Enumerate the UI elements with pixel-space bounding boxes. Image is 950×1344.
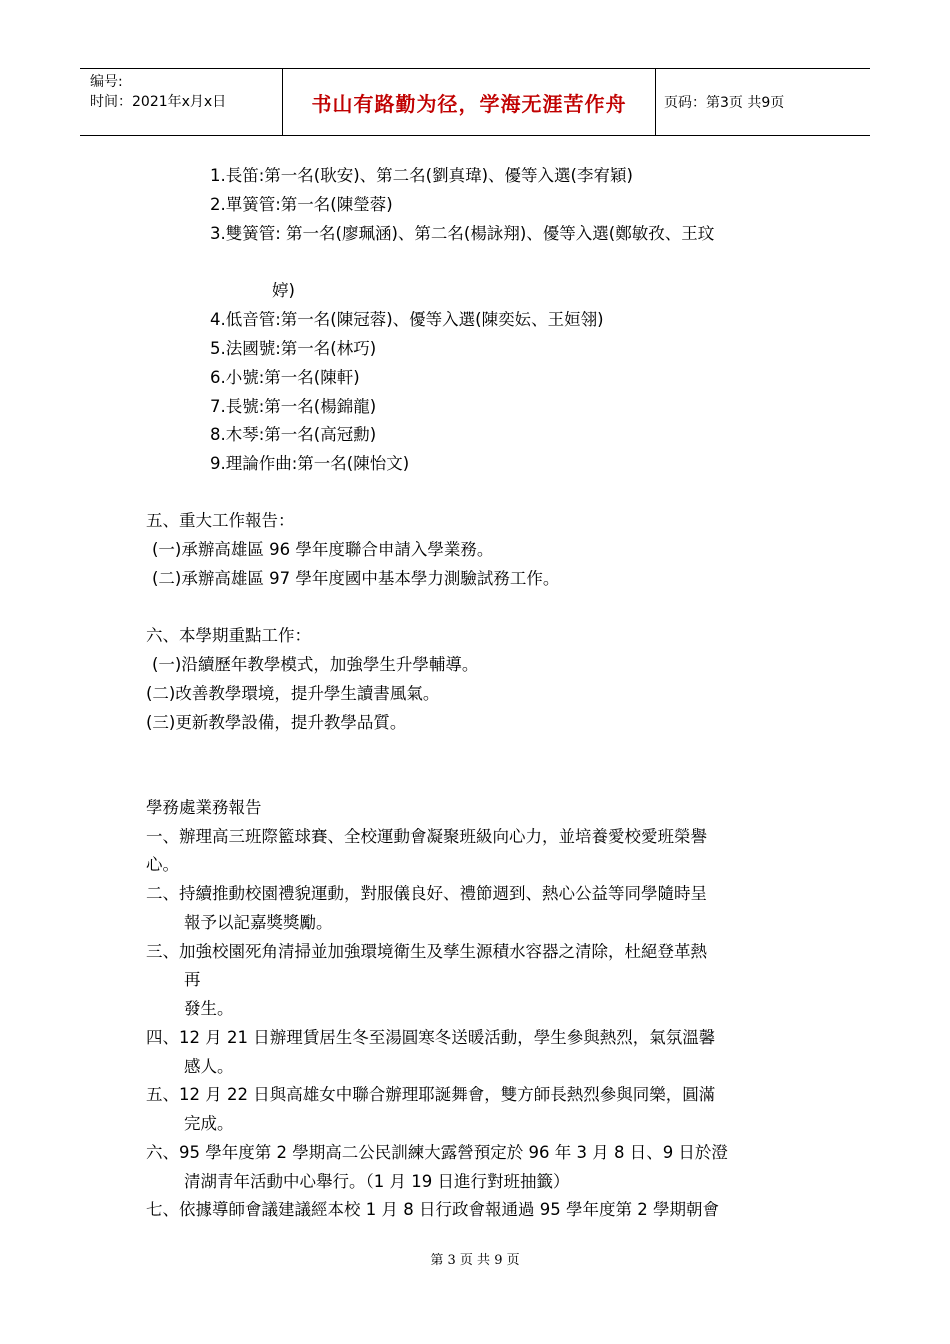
doc-number-label: 编号: [90,74,123,90]
award-line: 8.木琴:第一名(高冠勳) [210,425,377,444]
section-5-title: 五、重大工作報告： [146,511,295,530]
header-motto: 书山有路勤为径，学海无涯苦作舟 [282,69,656,135]
section-6-item: (一)沿續歷年教學模式，加強學生升學輔導。 [152,655,479,674]
report-line: 七、依據導師會議建議經本校 1 月 8 日行政會報通過 95 學年度第 2 學期朝會 [146,1200,719,1219]
award-line: 1.長笛:第一名(耿安)、第二名(劉真瑋)、優等入選(李宥穎) [210,166,633,185]
page-footer: 第 3 页 共 9 页 [430,1253,520,1268]
report-line: 五、12 月 22 日與高雄女中聯合辦理耶誕舞會，雙方師長熱烈參與同樂，圓滿 [146,1085,716,1104]
doc-time: 时间：2021年x月x日 [90,94,227,110]
award-line: 9.理論作曲:第一名(陳怡文) [210,454,410,473]
section-5-item: (二)承辦高雄區 97 學年度國中基本學力測驗試務工作。 [152,569,560,588]
report-line: 完成。 [184,1114,234,1133]
report-line: 報予以記嘉獎獎勵。 [184,913,333,932]
header-page-info: 页码：第3页 共9页 [664,95,785,111]
award-line: 2.單簧管:第一名(陳瑩蓉) [210,195,393,214]
report-line: 發生。 [184,999,234,1018]
report-line: 六、95 學年度第 2 學期高二公民訓練大露營預定於 96 年 3 月 8 日、9 日於澄 [146,1143,728,1162]
report-line: 感人。 [184,1057,234,1076]
report-line: 再 [184,970,201,989]
report-line: 四、12 月 21 日辦理賃居生冬至湯圓寒冬送暖活動，學生參與熱烈，氣氛溫馨 [146,1028,716,1047]
award-line-continued: 婷) [272,281,295,300]
section-5-item: (一)承辦高雄區 96 學年度聯合申請入學業務。 [152,540,494,559]
section-6-item: (三)更新教學設備，提升教學品質。 [146,713,407,732]
student-affairs-title: 學務處業務報告 [146,798,262,817]
report-line: 心。 [146,855,179,874]
award-line: 6.小號:第一名(陳軒) [210,368,360,387]
report-line: 二、持續推動校園禮貌運動，對服儀良好、禮節週到、熱心公益等同學隨時呈 [146,884,707,903]
header-info [80,69,282,135]
award-line: 7.長號:第一名(楊錦龍) [210,397,377,416]
award-line: 3.雙簧管: 第一名(廖珮涵)、第二名(楊詠翔)、優等入選(鄭敏孜、王玟 [210,224,715,243]
page-header [80,68,870,136]
report-line: 清湖青年活動中心舉行。（1 月 19 日進行對班抽籤） [184,1172,570,1191]
award-line: 5.法國號:第一名(林巧) [210,339,377,358]
section-6-title: 六、本學期重點工作： [146,626,311,645]
report-line: 三、加強校園死角清掃並加強環境衛生及孳生源積水容器之清除，杜絕登革熱 [146,942,707,961]
report-line: 一、辦理高三班際籃球賽、全校運動會凝聚班級向心力，並培養愛校愛班榮譽 [146,827,707,846]
award-line: 4.低音管:第一名(陳冠蓉)、優等入選(陳奕妘、王姮翎) [210,310,604,329]
section-6-item: (二)改善教學環境，提升學生讀書風氣。 [146,684,440,703]
